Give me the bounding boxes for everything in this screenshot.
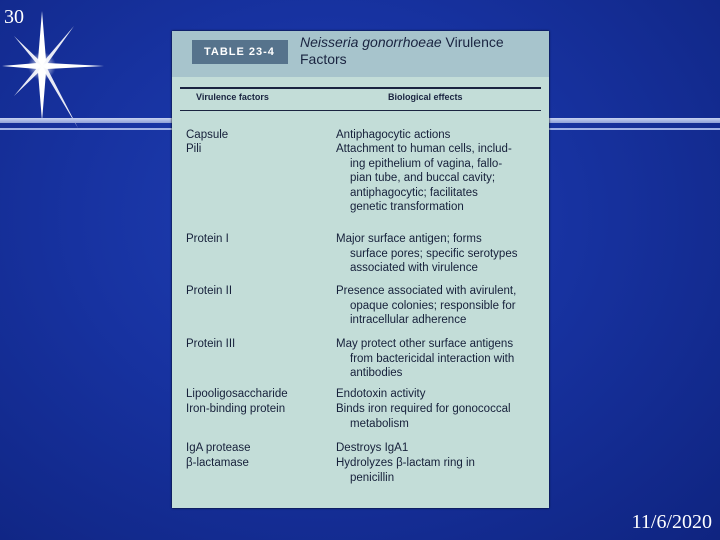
- biological-effect: [336, 337, 546, 381]
- virulence-factor: Capsule: [186, 129, 229, 141]
- biological-effect: [336, 387, 546, 402]
- effect-line: Antiphagocytic actions: [336, 129, 451, 141]
- effect-line: opaque colonies; responsible for: [350, 299, 516, 312]
- virulence-factor: Lipooligosaccharide: [186, 388, 288, 400]
- effect-line: May protect other surface antigens: [336, 338, 514, 350]
- table-rule-top: [180, 87, 541, 89]
- effect-line: Attachment to human cells, includ-: [336, 143, 512, 155]
- biological-effect: [336, 128, 546, 143]
- effect-line: Binds iron required for gonococcal: [336, 403, 511, 415]
- virulence-factor: Protein II: [186, 285, 233, 297]
- column-header-factors: Virulence factors: [196, 92, 269, 102]
- biological-effect: [336, 142, 546, 215]
- effect-line: associated with virulence: [350, 262, 478, 274]
- table-title: [300, 34, 545, 68]
- table-title-italic: Neisseria gonorrhoeae: [300, 34, 442, 50]
- effect-line: Major surface antigen; forms: [336, 233, 482, 245]
- virulence-factor: Protein III: [186, 338, 236, 350]
- effect-line: Hydrolyzes β-lactam ring in: [336, 457, 475, 469]
- sparkle-star-icon: [0, 8, 110, 128]
- biological-effect: [336, 284, 546, 328]
- effect-line: antibodies: [350, 367, 403, 379]
- virulence-factor: IgA protease: [186, 442, 251, 454]
- effect-line: surface pores; specific serotypes: [350, 247, 518, 260]
- biological-effect: [336, 402, 546, 431]
- effect-line: pian tube, and buccal cavity;: [350, 172, 496, 184]
- virulence-factor: Pili: [186, 143, 202, 155]
- slide-number: 30: [4, 6, 24, 28]
- effect-line: Endotoxin activity: [336, 388, 426, 400]
- effect-line: antiphagocytic; facilitates: [350, 186, 478, 199]
- biological-effect: [336, 456, 546, 485]
- effect-line: ing epithelium of vagina, fallo-: [350, 157, 503, 170]
- biological-effect: [336, 232, 546, 276]
- accent-line-right: [548, 118, 720, 123]
- accent-line-left: [0, 118, 172, 123]
- virulence-factor: β-lactamase: [186, 457, 249, 469]
- effect-line: metabolism: [350, 417, 409, 430]
- effect-line: penicillin: [350, 471, 395, 484]
- effect-line: intracellular adherence: [350, 314, 467, 326]
- table-title-rest: Virulence Factors: [300, 34, 504, 67]
- effect-line: Destroys IgA1: [336, 442, 409, 454]
- accent-line-right-thin: [548, 128, 720, 130]
- slide-date: 11/6/2020: [631, 511, 712, 533]
- effect-line: from bactericidal interaction with: [350, 352, 515, 365]
- accent-line-left-thin: [0, 128, 172, 130]
- table-image: [172, 31, 549, 508]
- effect-line: Presence associated with avirulent,: [336, 285, 517, 297]
- table-badge: TABLE 23-4: [192, 40, 288, 64]
- effect-line: genetic transformation: [350, 201, 464, 213]
- table-header-band: [172, 31, 549, 77]
- biological-effect: [336, 441, 546, 456]
- virulence-factor: Iron-binding protein: [186, 403, 286, 415]
- column-header-effects: Biological effects: [388, 92, 463, 102]
- virulence-factor: Protein I: [186, 233, 229, 245]
- table-rule-header: [180, 110, 541, 111]
